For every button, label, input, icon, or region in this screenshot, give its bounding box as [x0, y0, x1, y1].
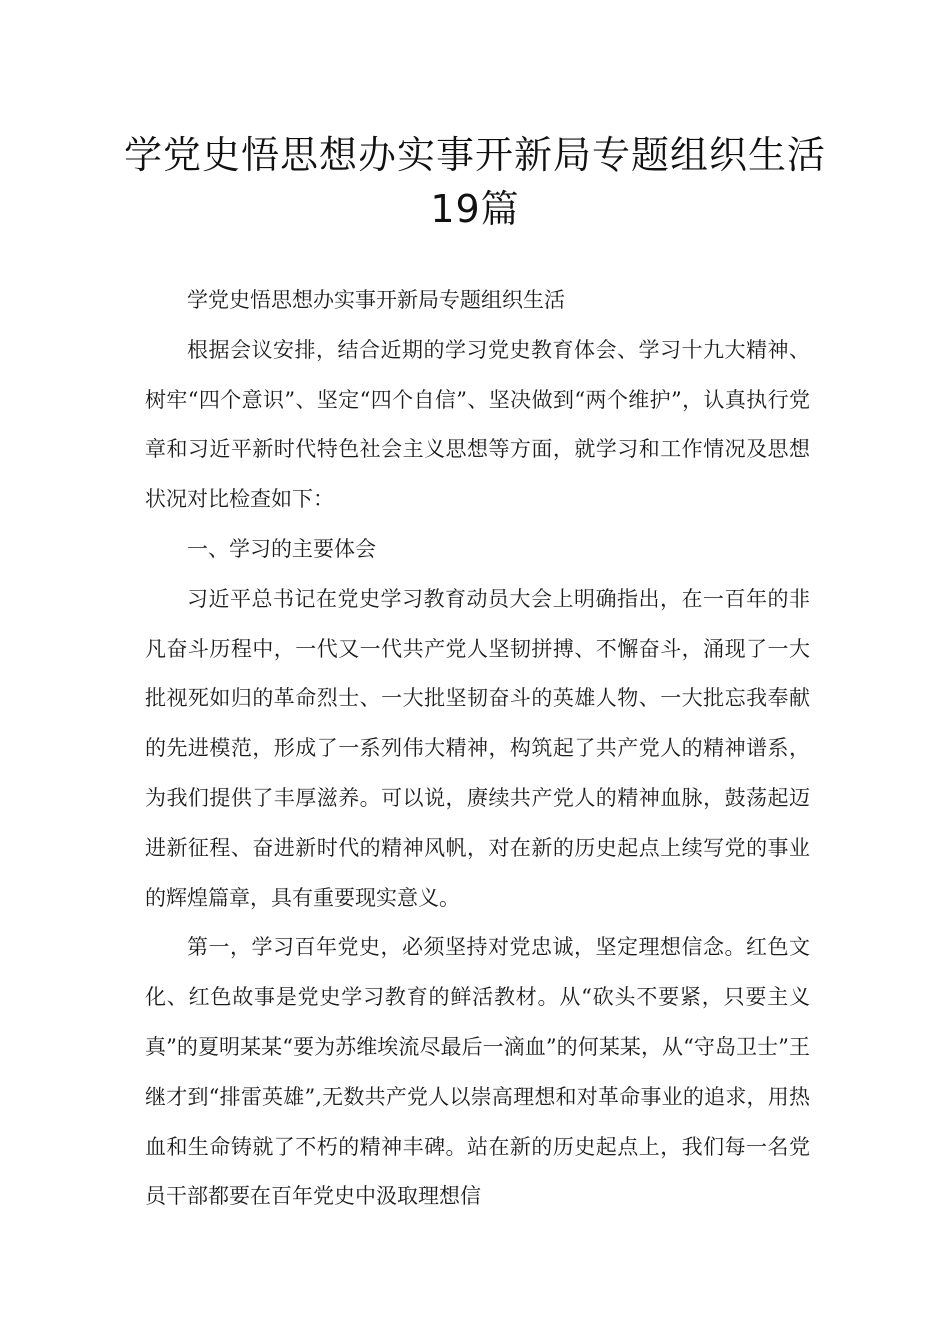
paragraph-intro: 根据会议安排，结合近期的学习党史教育体会、学习十九大精神、树牢“四个意识”、坚定“四个自信”、坚决做到“两个维护”，认真执行党章和习近平新时代特色社会主义思想等方面，就学习和工作情况及思想状况对比检查如下： — [145, 337, 810, 512]
document-body — [145, 276, 810, 1222]
paragraph-body: 第一，学习百年党史，必须坚持对党忠诚，坚定理想信念。红色文化、红色故事是党史学习教育的鲜活教材。从“砍头不要紧，只要主义真”的夏明某某“要为苏维埃流尽最后一滴血”的何某某，从“守岛卫士”王继才到“排雷英雄”,无数共产党人以崇高理想和对革命事业的追求，用热血和生命铸就了不朽的精神丰碑。站在新的历史起点上，我们每一名党员干部都要在百年党史中汲取理想信 — [145, 935, 810, 1209]
paragraph-body: 习近平总书记在党史学习教育动员大会上明确指出，在一百年的非凡奋斗历程中，一代又一代共产党人坚韧拼搏、不懈奋斗，涌现了一大批视死如归的革命烈士、一大批坚韧奋斗的英雄人物、一大批忘我奉献的先进模范，形成了一系列伟大精神，构筑起了共产党人的精神谱系，为我们提供了丰厚滋养。可以说，赓续共产党人的精神血脉，鼓荡起迈进新征程、奋进新时代的精神风帆，对在新的历史起点上续写党的事业的辉煌篇章，具有重要现实意义。 — [145, 586, 810, 910]
document-title: 学党史悟思想办实事开新局专题组织生活19篇 — [123, 133, 826, 231]
section-heading: 一、学习的主要体会 — [187, 536, 376, 561]
paragraph-subtitle: 学党史悟思想办实事开新局专题组织生活 — [187, 288, 565, 312]
